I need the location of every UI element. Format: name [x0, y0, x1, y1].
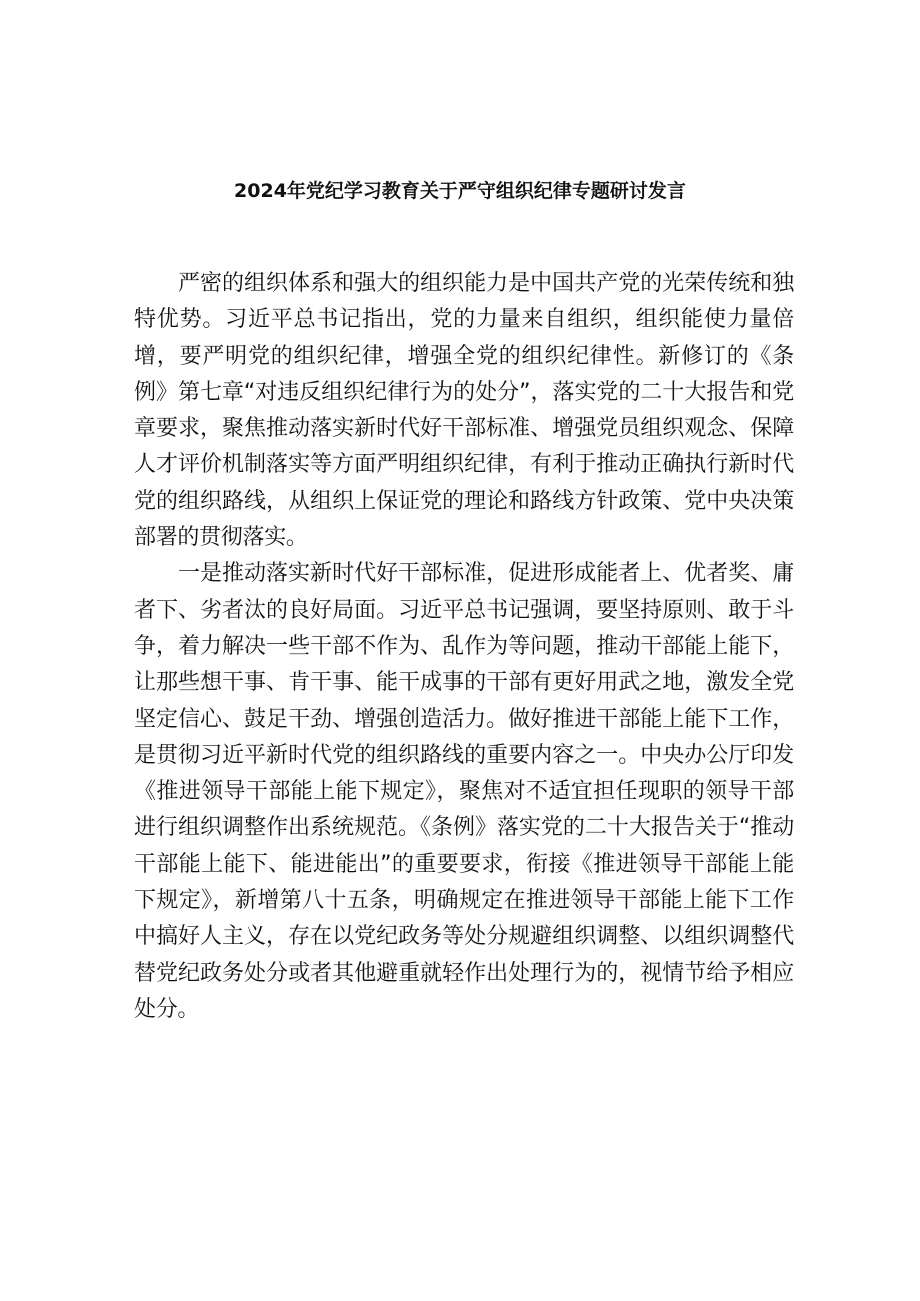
paragraph-intro: 严密的组织体系和强大的组织能力是中国共产党的光荣传统和独特优势。习近平总书记指出，党的力量来自组织，组织能使力量倍增，要严明党的组织纪律，增强全党的组织纪律性。新修订的《条例》第七章“对违反组织纪律行为的处分”，落实党的二十大报告和党章要求，聚焦推动落实新时代好干部标准、增强党员组织观念、保障人才评价机制落实等方面严明组织纪律，有利于推动正确执行新时代党的组织路线，从组织上保证党的理论和路线方针政策、党中央决策部署的贯彻落实。: [134, 271, 794, 551]
paragraph-point-one: 一是推动落实新时代好干部标准，促进形成能者上、优者奖、庸者下、劣者汰的良好局面。习近平总书记强调，要坚持原则、敢于斗争，着力解决一些干部不作为、乱作为等问题，推动干部能上能下，让那些想干事、肯干事、能干成事的干部有更好用武之地，激发全党坚定信心、鼓足干劲、增强创造活力。做好推进干部能上能下工作，是贯彻习近平新时代党的组织路线的重要内容之一。中央办公厅印发《推进领导干部能上能下规定》，聚焦对不适宜担任现职的领导干部进行组织调整作出系统规范。《条例》落实党的二十大报告关于“推动干部能上能下、能进能出”的重要要求，衔接《推进领导干部能上能下规定》，新增第八十五条，明确规定在推进领导干部能上能下工作中搞好人主义，存在以党纪政务等处分规避组织调整、以组织调整代替党纪政务处分或者其他避重就轻作出处理行为的，视情节给予相应处分。: [134, 561, 794, 1022]
document-title: 2024年党纪学习教育关于严守组织纪律专题研讨发言: [234, 180, 686, 202]
document-body: [134, 266, 794, 1028]
